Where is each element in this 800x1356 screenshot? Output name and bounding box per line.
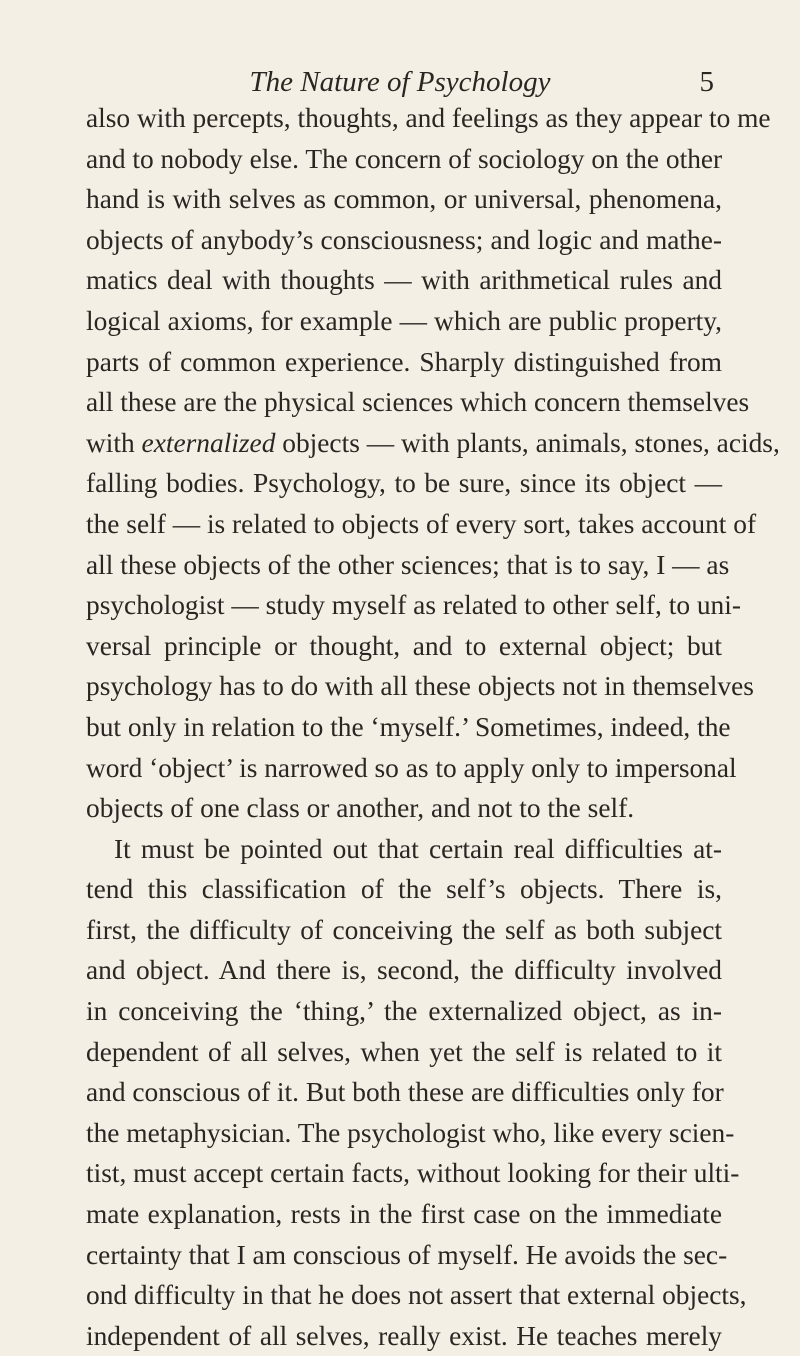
text-line: It must be pointed out that certain real difficulties at- (114, 833, 722, 864)
text-line: objects of one class or another, and not to the self. (86, 793, 635, 824)
text-line: but only in relation to the ‘myself.’ Sometimes, indeed, the (86, 711, 731, 742)
text-line (86, 423, 780, 464)
text-line: ond difficulty in that he does not assert that external objects, (86, 1280, 747, 1311)
text-line: in conceiving the ‘thing,’ the externalized object, as in- (86, 996, 722, 1027)
text-line: falling bodies. Psychology, to be sure, since its object — (86, 468, 722, 499)
text-line: and conscious of it. But both these are difficulties only for (86, 1077, 724, 1108)
text-run: objects — with plants, animals, stones, acids, (275, 427, 780, 458)
text-line: matics deal with thoughts — with arithmetical rules and (86, 265, 722, 296)
text-line: psychologist — study myself as related to other self, to uni- (86, 590, 741, 621)
text-line: and to nobody else. The concern of sociology on the other (86, 143, 723, 174)
text-line: all these objects of the other sciences; that is to say, I — as (86, 549, 730, 580)
text-line: parts of common experience. Sharply distinguished from (86, 346, 722, 377)
text-line: mate explanation, rests in the first case on the immediate (86, 1199, 722, 1230)
text-line: dependent of all selves, when yet the self is related to it (86, 1036, 722, 1067)
text-line: independent of all selves, really exist. He teaches merely (86, 1320, 722, 1351)
text-line: also with percepts, thoughts, and feelings as they appear to me (86, 103, 771, 133)
text-line: hand is with selves as common, or universal, phenomena, (86, 184, 722, 215)
running-head (0, 62, 800, 102)
text-line: objects of anybody’s consciousness; and logic and mathe- (86, 224, 722, 255)
page-number: 5 (699, 66, 714, 98)
text-line: versal principle or thought, and to external object; but (86, 630, 722, 661)
text-line: word ‘object’ is narrowed so as to apply only to impersonal (86, 752, 737, 783)
text-line: tend this classification of the self’s objects. There is, (86, 874, 722, 905)
text-line: certainty that I am conscious of myself. He avoids the sec- (86, 1239, 728, 1270)
text-line: first, the difficulty of conceiving the self as both subject (86, 914, 722, 945)
text-run: with (86, 427, 142, 458)
text-line: logical axioms, for example — which are public property, (86, 305, 722, 336)
text-line: tist, must accept certain facts, without looking for their ulti- (86, 1158, 740, 1189)
body-text (86, 98, 780, 1356)
italic-text: externalized (141, 427, 276, 458)
text-line: all these are the physical sciences which concern themselves (86, 387, 750, 418)
text-line: the metaphysician. The psychologist who, like every scien- (86, 1117, 735, 1148)
text-line: psychology has to do with all these objects not in themselves (86, 671, 754, 702)
text-line: the self — is related to objects of every sort, takes account of (86, 508, 757, 539)
text-line: and object. And there is, second, the difficulty involved (86, 955, 722, 986)
running-title: The Nature of Psychology (249, 66, 551, 98)
